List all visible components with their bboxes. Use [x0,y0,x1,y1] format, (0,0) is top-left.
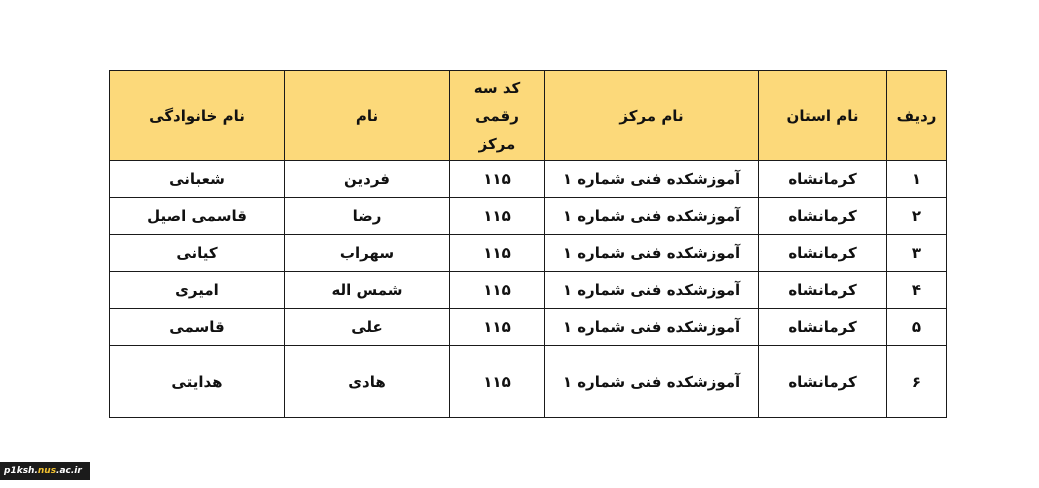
header-row [110,71,947,161]
table-row [110,346,947,418]
cell-code: ۱۱۵ [450,161,545,198]
cell-radif: ۱ [887,161,947,198]
cell-markaz: آموزشکده فنی شماره ۱ [545,309,759,346]
watermark-prefix: p1ksh. [4,466,38,476]
cell-markaz: آموزشکده فنی شماره ۱ [545,272,759,309]
cell-code: ۱۱۵ [450,346,545,418]
participants-table [109,70,947,418]
watermark-accent: nus [37,466,57,476]
cell-ostan: کرمانشاه [759,272,887,309]
cell-radif: ۲ [887,198,947,235]
header-code-line1: کد سه [473,78,521,97]
header-name: نام [285,71,450,161]
cell-family: امیری [110,272,285,309]
cell-markaz: آموزشکده فنی شماره ۱ [545,235,759,272]
header-markaz: نام مرکز [545,71,759,161]
cell-ostan: کرمانشاه [759,198,887,235]
cell-radif: ۴ [887,272,947,309]
cell-radif: ۶ [887,346,947,418]
cell-family: کیانی [110,235,285,272]
header-ostan: نام استان [759,71,887,161]
cell-code: ۱۱۵ [450,198,545,235]
cell-markaz: آموزشکده فنی شماره ۱ [545,198,759,235]
table-row [110,235,947,272]
cell-name: فردین [285,161,450,198]
watermark-suffix: .ac.ir [56,466,82,476]
cell-family: شعبانی [110,161,285,198]
site-watermark [0,462,90,480]
cell-family: قاسمی [110,309,285,346]
cell-name: شمس اله [285,272,450,309]
cell-radif: ۳ [887,235,947,272]
header-family: نام خانوادگی [110,71,285,161]
cell-ostan: کرمانشاه [759,235,887,272]
cell-name: رضا [285,198,450,235]
cell-radif: ۵ [887,309,947,346]
cell-ostan: کرمانشاه [759,161,887,198]
cell-name: هادی [285,346,450,418]
cell-name: علی [285,309,450,346]
header-radif: ردیف [887,71,947,161]
cell-code: ۱۱۵ [450,272,545,309]
header-code [450,71,545,161]
cell-family: قاسمی اصیل [110,198,285,235]
cell-markaz: آموزشکده فنی شماره ۱ [545,346,759,418]
header-code-line2: رقمی مرکز [475,106,519,153]
participants-table-container [109,70,946,418]
cell-code: ۱۱۵ [450,235,545,272]
table-row [110,272,947,309]
cell-markaz: آموزشکده فنی شماره ۱ [545,161,759,198]
cell-family: هدایتی [110,346,285,418]
cell-code: ۱۱۵ [450,309,545,346]
cell-ostan: کرمانشاه [759,309,887,346]
table-row [110,309,947,346]
table-row [110,161,947,198]
cell-ostan: کرمانشاه [759,346,887,418]
table-row [110,198,947,235]
cell-name: سهراب [285,235,450,272]
